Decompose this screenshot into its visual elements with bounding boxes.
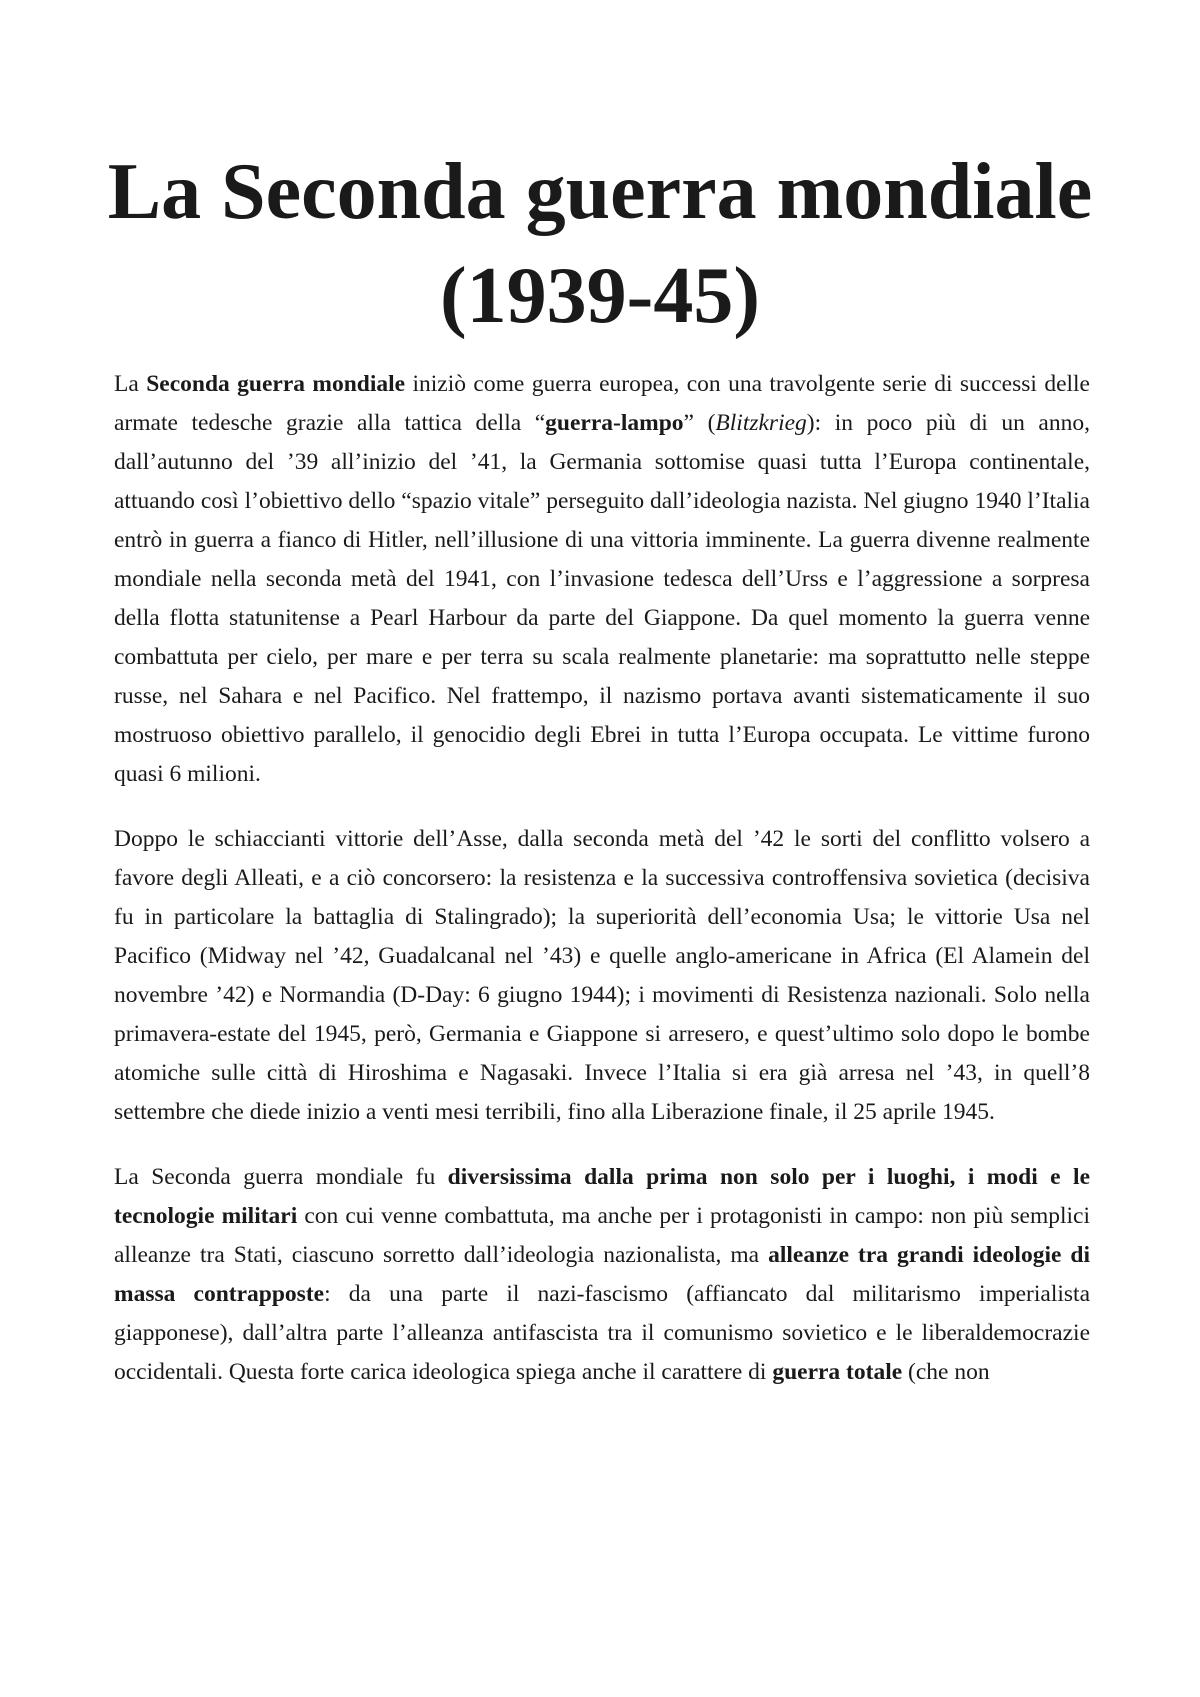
- bold-text: guerra-lampo: [545, 410, 684, 436]
- bold-text: guerra totale: [772, 1359, 903, 1385]
- text-run: ” (: [683, 410, 716, 436]
- title-line-1: La Seconda guerra mondiale: [107, 148, 1093, 236]
- text-run: Doppo le schiaccianti vittorie dell’Asse, dalla seconda metà del ’42 le sorti del conflitto volsero a favore degli Alleati, e a ciò concorsero: la resistenza e la successiva controffensiva sovietica (decisiva fu in particolare la battaglia di Stalingrado); la superiorità dell’economia Usa; le vittorie Usa nel Pacifico (Midway nel ’42, Guadalcanal nel ’43) e quelle anglo-americane in Africa (El Alamein del novembre ’42) e Normandia (D-Day: 6 giugno 1944); i movimenti di Resistenza nazionali. Solo nella primavera-estate del 1945, però, Germania e Giappone si arresero, e quest’ultimo solo dopo le bombe atomiche sulle città di Hiroshima e Nagasaki. Invece l’Italia si era già arresa nel ’43, in quell’8 settembre che diede inizio a venti mesi terribili, fino alla Liberazione finale, il 25 aprile 1945.: [114, 826, 1090, 1125]
- text-run: con cui venne combattuta, ma anche per i protagonisti in campo: non più semplici alleanze tra Stati, ciascuno sorretto dall’ideologia nazionalista, ma: [114, 1203, 1091, 1268]
- paragraph-1: [114, 365, 1090, 794]
- paragraph-2: [114, 820, 1090, 1132]
- italic-text: Blitzkrieg: [715, 410, 807, 436]
- title-line-2: (1939-45): [440, 252, 760, 340]
- paragraph-3: [114, 1158, 1090, 1392]
- text-run: La Seconda guerra mondiale fu: [114, 1164, 448, 1190]
- text-run: La: [114, 371, 147, 397]
- bold-text: diversissima dalla prima non solo per i luoghi, i modi e le tecnologie militari: [114, 1164, 1090, 1229]
- bold-text: alleanze tra grandi ideologie di massa contrapposte: [114, 1242, 1091, 1307]
- document-title: [0, 140, 1200, 348]
- document-body: [114, 365, 1090, 1418]
- text-run: iniziò come guerra europea, con una travolgente serie di successi delle armate tedesche grazie alla tattica della “: [114, 371, 1090, 436]
- text-run: (che non: [902, 1359, 990, 1385]
- bold-text: Seconda guerra mondiale: [146, 371, 406, 397]
- text-run: ): in poco più di un anno, dall’autunno del ’39 all’inizio del ’41, la Germania sottomise quasi tutta l’Europa continentale, attuando così l’obiettivo dello “spazio vitale” perseguito dall’ideologia nazista. Nel giugno 1940 l’Italia entrò in guerra a fianco di Hitler, nell’illusione di una vittoria imminente. La guerra divenne realmente mondiale nella seconda metà del 1941, con l’invasione tedesca dell’Urss e l’aggressione a sorpresa della flotta statunitense a Pearl Harbour da parte del Giappone. Da quel momento la guerra venne combattuta per cielo, per mare e per terra su scala realmente planetarie: ma soprattutto nelle steppe russe, nel Sahara e nel Pacifico. Nel frattempo, il nazismo portava avanti sistematicamente il suo mostruoso obiettivo parallelo, il genocidio degli Ebrei in tutta l’Europa occupata. Le vittime furono quasi 6 milioni.: [114, 410, 1090, 787]
- text-run: : da una parte il nazi-fascismo (affiancato dal militarismo imperialista giapponese), dall’altra parte l’alleanza antifascista tra il comunismo sovietico e le liberaldemocrazie occidentali. Questa forte carica ideologica spiega anche il carattere di: [114, 1281, 1090, 1385]
